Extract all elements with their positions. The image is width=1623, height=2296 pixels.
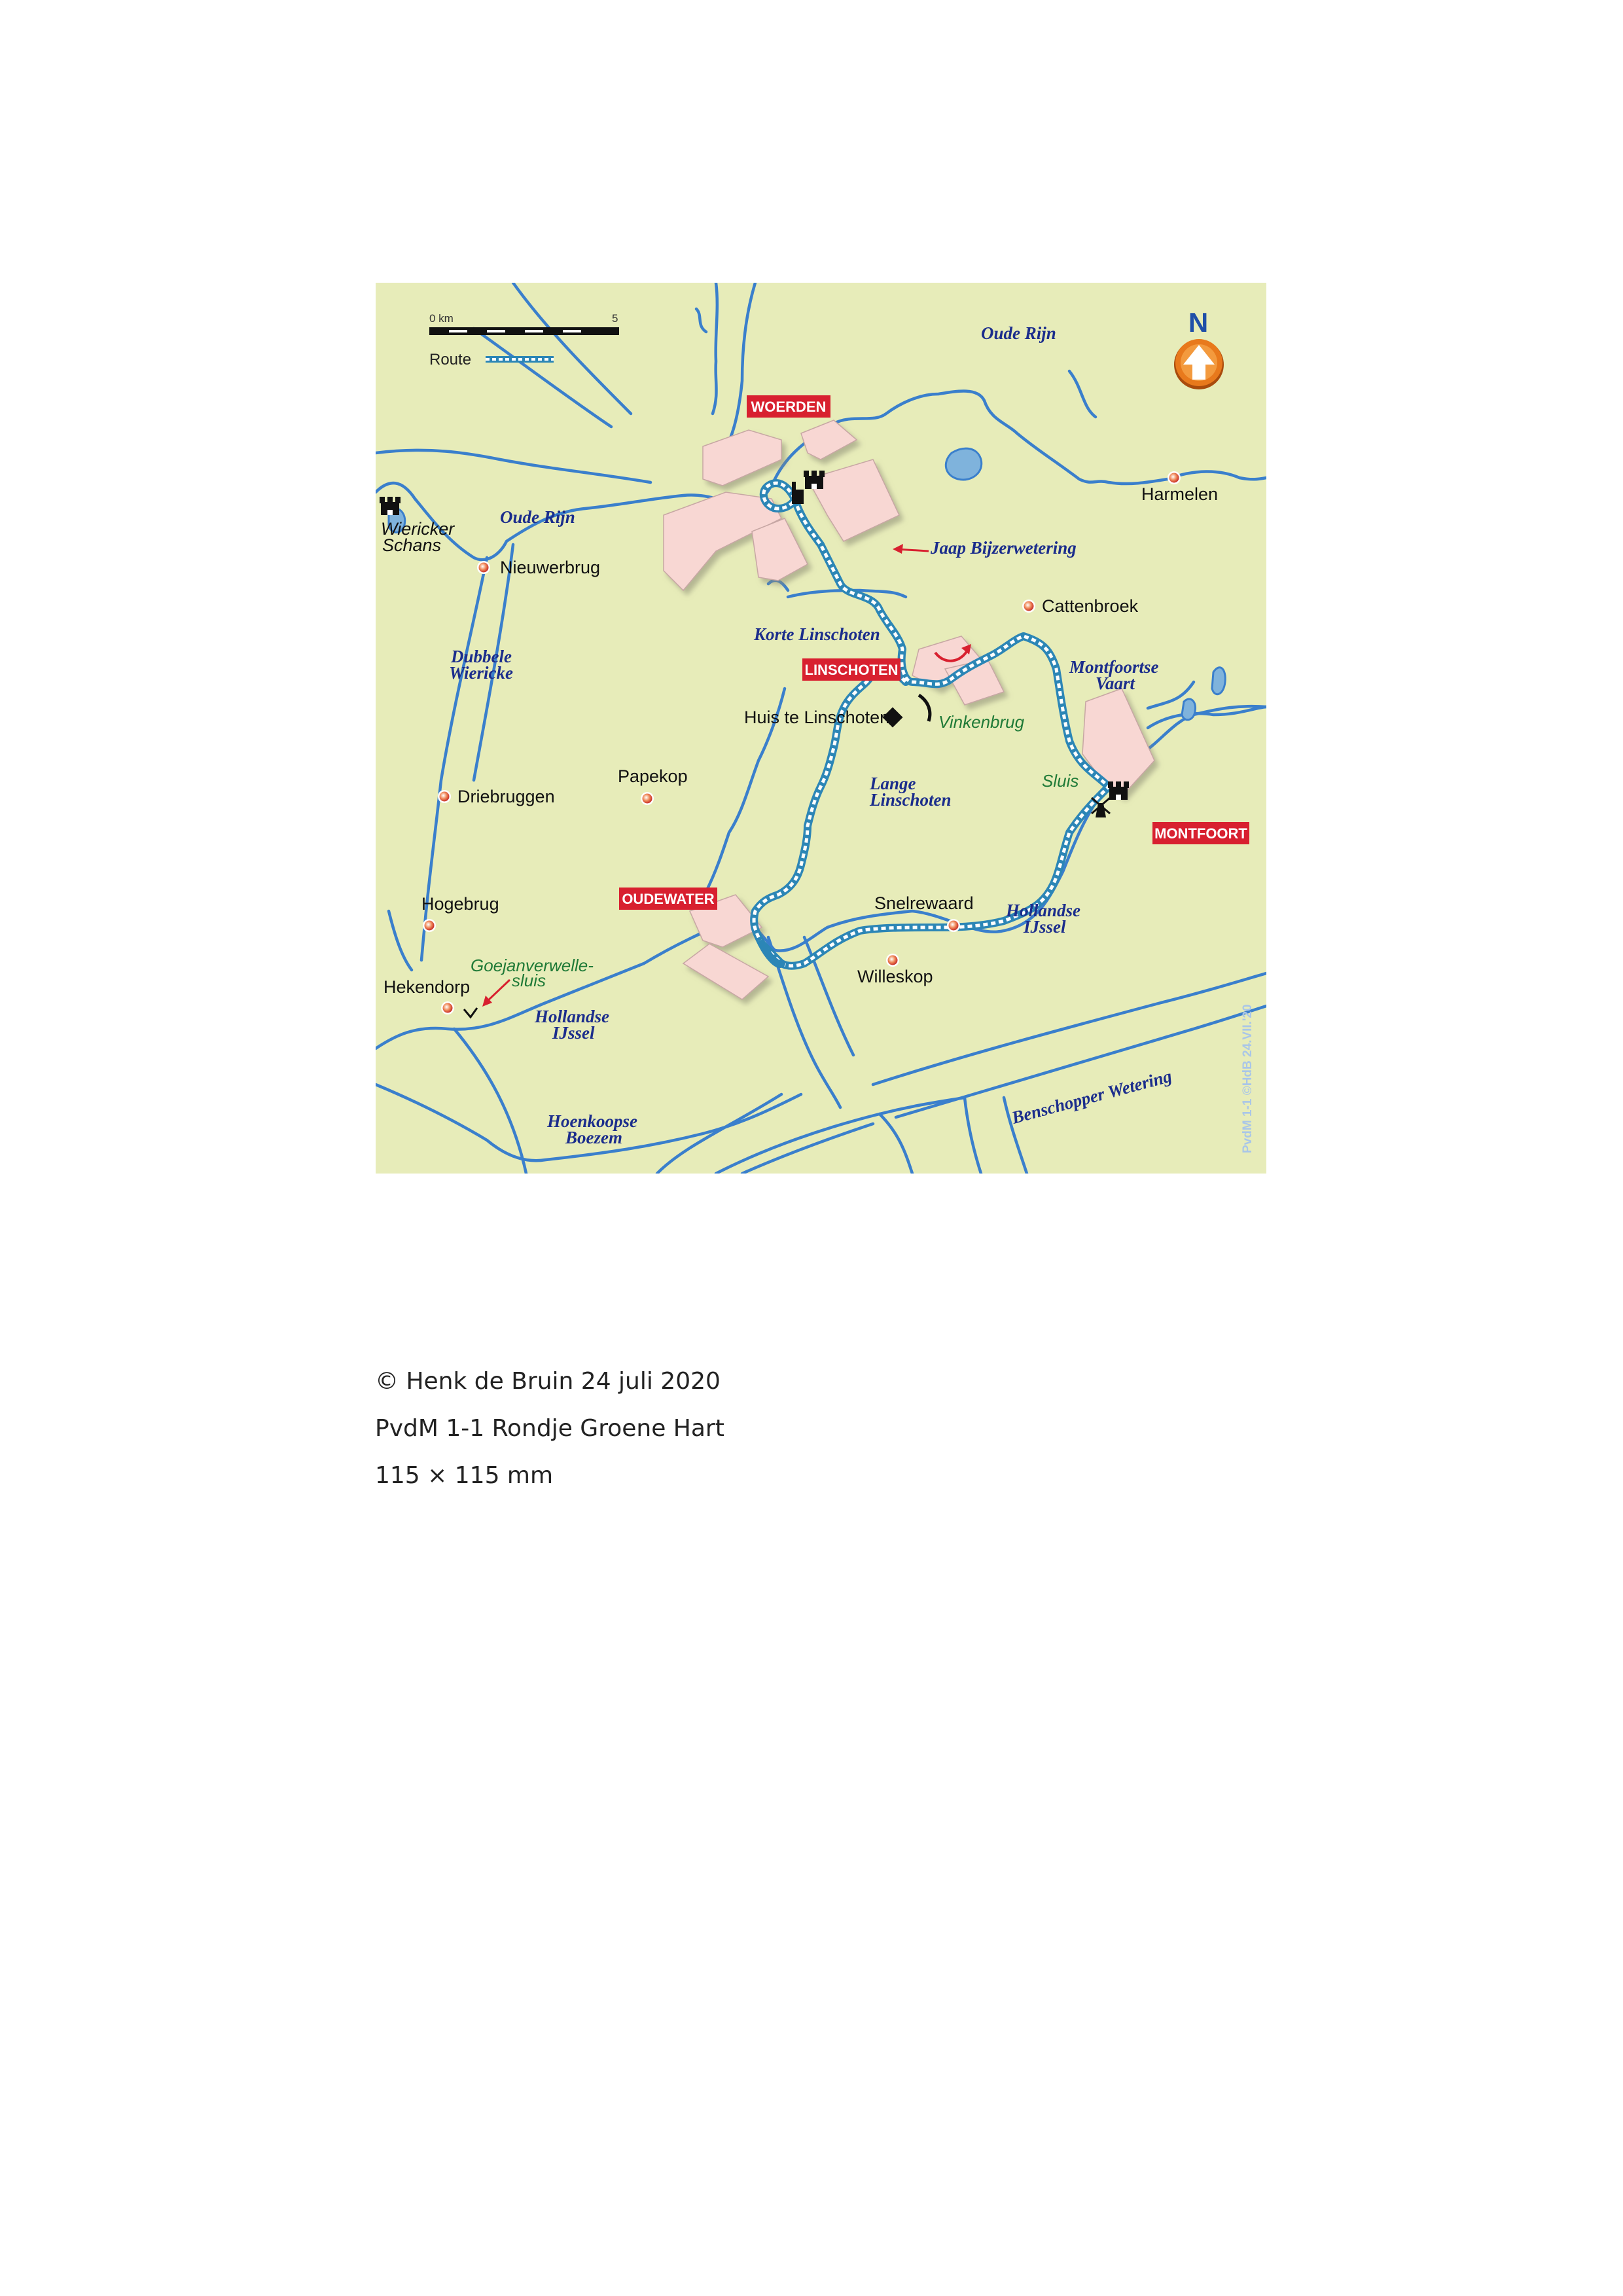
water-label-hollandse-ijssel-left-1: Hollandse xyxy=(535,1007,610,1026)
legend-route-label: Route xyxy=(429,351,472,368)
feature-label-vinkenbrug: Vinkenbrug xyxy=(938,712,1025,732)
hekendorp-marker xyxy=(441,1001,454,1014)
cattenbroek-marker xyxy=(1022,600,1035,613)
water-label-lange-linschoten-2: Linschoten xyxy=(870,790,952,810)
place-label-driebruggen: Driebruggen xyxy=(457,787,555,806)
place-label-hekendorp: Hekendorp xyxy=(383,977,471,997)
place-label-harmelen: Harmelen xyxy=(1141,484,1219,504)
water-label-dubbele-wiericke-2: Wiericke xyxy=(449,663,513,683)
montfoort-castle-icon xyxy=(1108,781,1129,800)
water-label-dubbele-wiericke-1: Dubbele xyxy=(451,647,512,666)
place-label-nieuwerbrug: Nieuwerbrug xyxy=(500,558,601,577)
papekop-marker xyxy=(641,792,654,805)
place-label-snelrewaard: Snelrewaard xyxy=(874,893,974,913)
caption-copyright: © Henk de Bruin 24 juli 2020 xyxy=(375,1368,721,1395)
wiericker-schans-castle-icon xyxy=(380,497,401,515)
harmelen-marker xyxy=(1168,471,1181,484)
place-label-papekop: Papekop xyxy=(618,766,688,786)
place-label-wiericker-schans-2: Schans xyxy=(382,535,442,555)
map xyxy=(376,283,1266,1174)
place-label-hogebrug: Hogebrug xyxy=(421,894,499,914)
water-label-hoenkoopse-boezem-2: Boezem xyxy=(565,1128,622,1147)
water-label-lange-linschoten-1: Lange xyxy=(870,774,916,793)
north-label: N xyxy=(1188,307,1209,338)
town-label-linschoten: LINSCHOTEN xyxy=(804,662,899,678)
water-label-montfoortse-vaart-1: Montfoortse xyxy=(1069,657,1159,677)
water-label-hollandse-ijssel-right-1: Hollandse xyxy=(1006,901,1081,920)
feature-label-sluis: Sluis xyxy=(1042,771,1079,791)
water-label-hoenkoopse-boezem-1: Hoenkoopse xyxy=(547,1111,637,1131)
snelrewaard-marker xyxy=(947,919,960,932)
scale-end-label: 5 xyxy=(612,312,618,325)
water-label-hollandse-ijssel-left-2: IJssel xyxy=(552,1023,595,1043)
caption-title: PvdM 1-1 Rondje Groene Hart xyxy=(375,1415,724,1442)
place-label-cattenbroek: Cattenbroek xyxy=(1042,596,1139,616)
town-label-montfoort: MONTFOORT xyxy=(1154,825,1247,842)
water-label-oude-rijn-left: Oude Rijn xyxy=(500,507,575,527)
water-label-oude-rijn-top: Oude Rijn xyxy=(981,323,1056,343)
town-label-oudewater: OUDEWATER xyxy=(622,891,715,907)
hogebrug-marker xyxy=(423,919,436,932)
woerden-castle-icon xyxy=(804,471,825,489)
scale-start-label: 0 km xyxy=(429,312,454,325)
place-label-huis-te-linschoten: Huis te Linschoten xyxy=(744,708,890,727)
feature-label-goejanverwellesluis-2: sluis xyxy=(512,971,546,990)
place-label-wiericker-schans-1: Wiericker xyxy=(381,519,455,539)
caption-size: 115 × 115 mm xyxy=(375,1462,554,1489)
caption-block xyxy=(375,1358,724,1499)
willeskop-marker xyxy=(886,954,899,967)
driebruggen-marker xyxy=(438,790,451,803)
water-label-benschopper-wetering: Benschopper Wetering xyxy=(1009,1066,1174,1128)
water-label-korte-linschoten: Korte Linschoten xyxy=(754,624,880,644)
feature-label-goejanverwellesluis-1: Goejanverwelle- xyxy=(471,956,594,975)
water-label-hollandse-ijssel-right-2: IJssel xyxy=(1024,917,1066,937)
water-label-jaap-bijzerwetering: Jaap Bijzerwetering xyxy=(931,538,1077,558)
place-label-willeskop: Willeskop xyxy=(857,967,933,986)
water-label-montfoortse-vaart-2: Vaart xyxy=(1096,673,1135,693)
town-label-woerden: WOERDEN xyxy=(751,399,827,415)
map-credit: PvdM 1-1 ©HdB 24.VII.'20 xyxy=(1241,1004,1255,1153)
nieuwerbrug-marker xyxy=(477,561,490,574)
